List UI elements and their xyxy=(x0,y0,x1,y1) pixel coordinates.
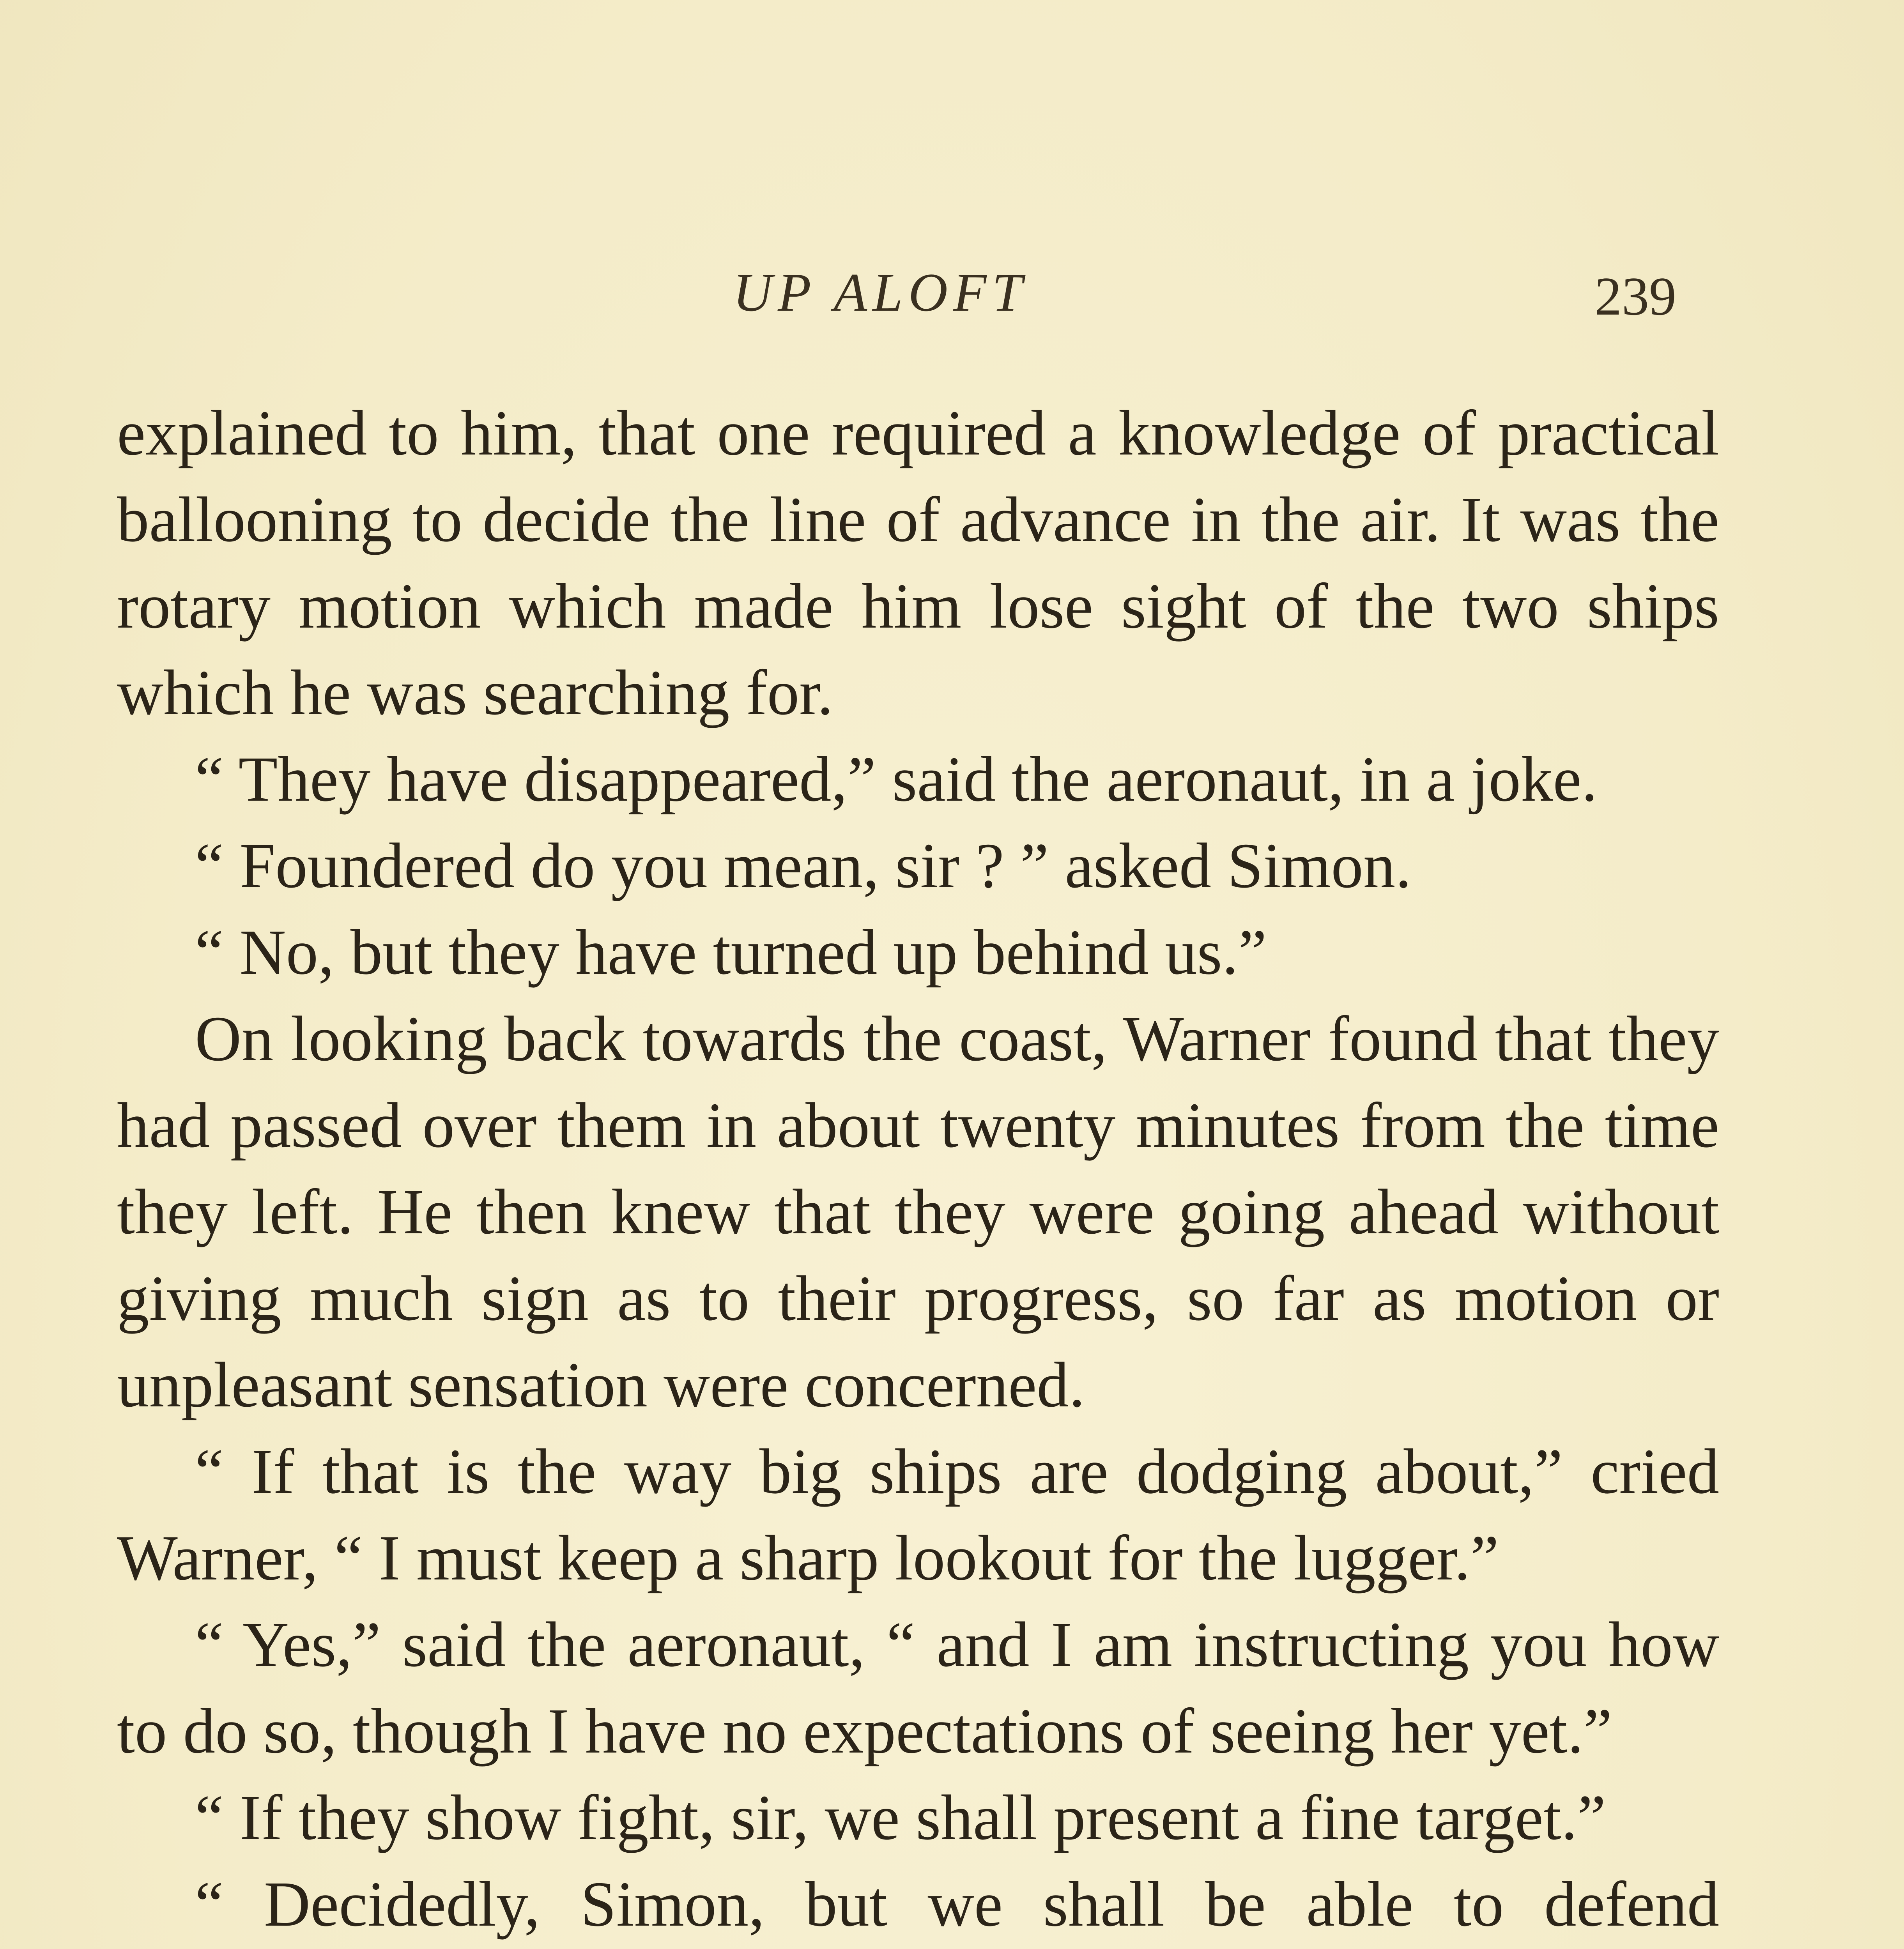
body-text xyxy=(117,390,1719,1949)
paragraph: “ If they show fight, sir, we shall present a fine target.” xyxy=(195,1782,1606,1853)
paragraph: “ They have disappeared,” said the aeronaut, in a joke. xyxy=(195,743,1598,815)
paragraph: “ Foundered do you mean, sir ? ” asked Simon. xyxy=(195,830,1412,901)
paragraph: “ Yes,” said the aeronaut, “ and I am instructing you how to do so, though I have no expectations of seeing her yet.” xyxy=(117,1609,1719,1767)
paragraph: explained to him, that one required a knowledge of practical ballooning to decide the line of advance in the air. It was the rotary motion which made him lose sight of the two ships which he was searching for. xyxy=(117,397,1719,728)
running-head xyxy=(0,249,1904,327)
paragraph: On looking back towards the coast, Warner found that they had passed over them in about twenty minutes from the time they left. He then knew that they were going ahead without giving much sign as to their progress, so far as motion or unpleasant sensation were concerned. xyxy=(117,1003,1719,1420)
page-number: 239 xyxy=(1594,266,1676,327)
running-title: UP ALOFT xyxy=(733,262,1028,323)
paragraph: “ Decidedly, Simon, but we shall be able to defend xyxy=(195,1868,1719,1940)
paragraph: “ If that is the way big ships are dodging about,” cried Warner, “ I must keep a sharp lookout for the lugger.” xyxy=(117,1436,1719,1594)
paragraph: “ No, but they have turned up behind us.” xyxy=(195,916,1267,988)
